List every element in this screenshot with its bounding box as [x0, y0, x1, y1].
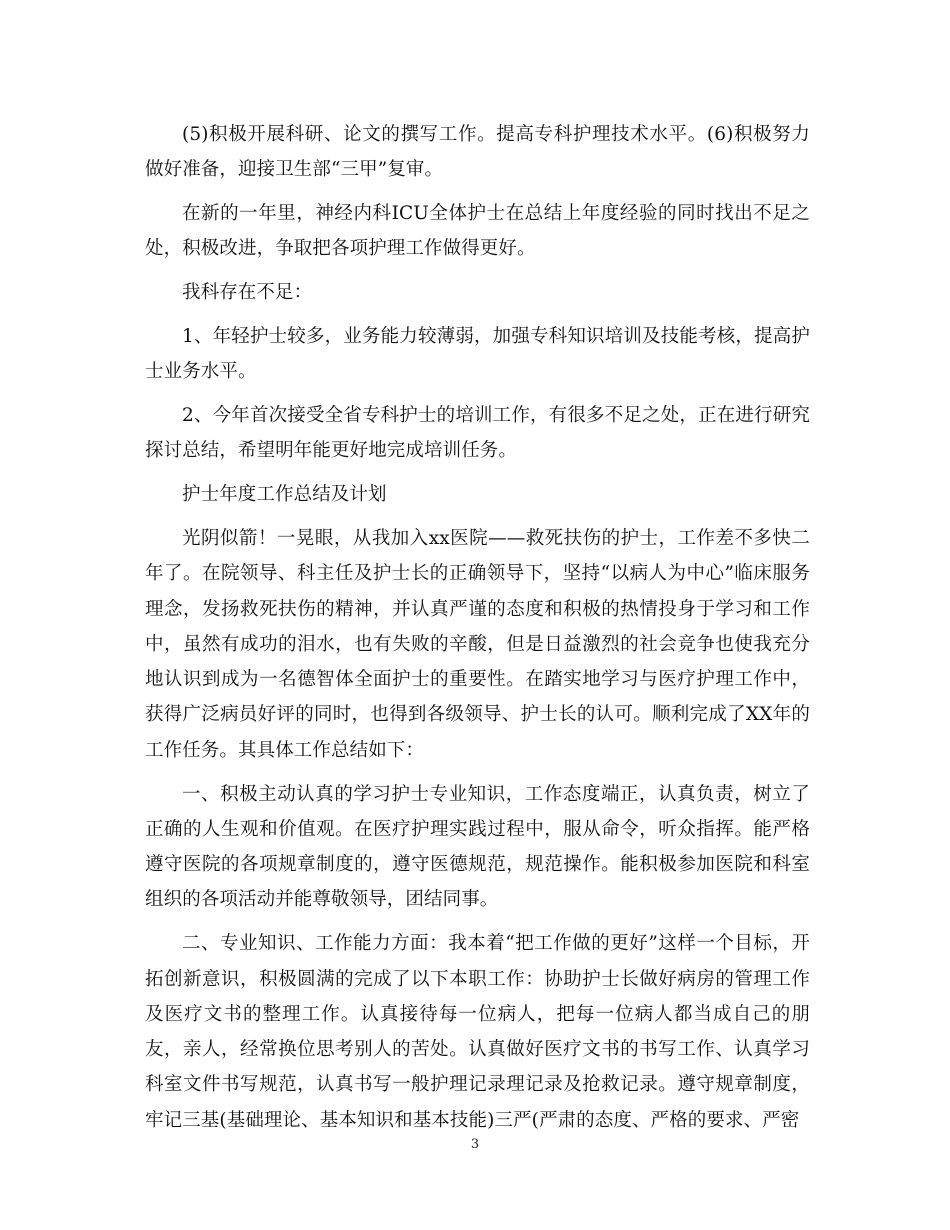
- paragraph-shortcoming-2: 2、今年首次接受全省专科护士的培训工作，有很多不足之处，正在进行研究探讨总结，希望明年能更好地完成培训任务。: [145, 405, 810, 462]
- paragraph-new-year-plan: 在新的一年里，神经内科ICU全体护士在总结上年度经验的同时找出不足之处，积极改进，争取把各项护理工作做得更好。: [145, 203, 810, 260]
- paragraph-point-two: 二、专业知识、工作能力方面：我本着“把工作做的更好”这样一个目标，开拓创新意识，积极圆满的完成了以下本职工作：协助护士长做好病房的管理工作及医疗文书的整理工作。认真接待每一位病人，把每一位病人都当成自己的朋友，亲人，经常换位思考别人的苦处。认真做好医疗文书的书写工作、认真学习科室文件书写规范，认真书写一般护理记录理记录及抢救记录。遵守规章制度，牢记三基(基础理论、基本知识和基本技能)三严(严肃的态度、严格的要求、严密: [145, 933, 810, 1131]
- paragraph-shortcomings-heading: 我科存在不足：: [182, 282, 313, 304]
- section-title: 护士年度工作总结及计划: [182, 484, 387, 506]
- page-number: 3: [470, 1137, 480, 1152]
- paragraph-introduction: 光阴似箭！一晃眼，从我加入xx医院——救死扶伤的护士，工作差不多快二年了。在院领导、科主任及护士长的正确领导下，坚持“以病人为中心”临床服务理念，发扬救死扶伤的精神，并认真严谨的态度和积极的热情投身于学习和工作中，虽然有成功的泪水，也有失败的辛酸，但是日益激烈的社会竞争也使我充分地认识到成为一名德智体全面护士的重要性。在踏实地学习与医疗护理工作中，获得广泛病员好评的同时，也得到各级领导、护士长的认可。顺利完成了XX年的工作任务。其具体工作总结如下：: [145, 527, 810, 761]
- paragraph-research-preparation: (5)积极开展科研、论文的撰写工作。提高专科护理技术水平。(6)积极努力做好准备，迎接卫生部“三甲”复审。: [145, 124, 810, 181]
- document-body: [145, 117, 810, 1147]
- paragraph-shortcoming-1: 1、年轻护士较多，业务能力较薄弱，加强专科知识培训及技能考核，提高护士业务水平。: [145, 325, 810, 383]
- paragraph-point-one: 一、积极主动认真的学习护士专业知识，工作态度端正，认真负责，树立了正确的人生观和价值观。在医疗护理实践过程中，服从命令，听众指挥。能严格遵守医院的各项规章制度的，遵守医德规范，规范操作。能积极参加医院和科室组织的各项活动并能尊敬领导，团结同事。: [145, 783, 810, 911]
